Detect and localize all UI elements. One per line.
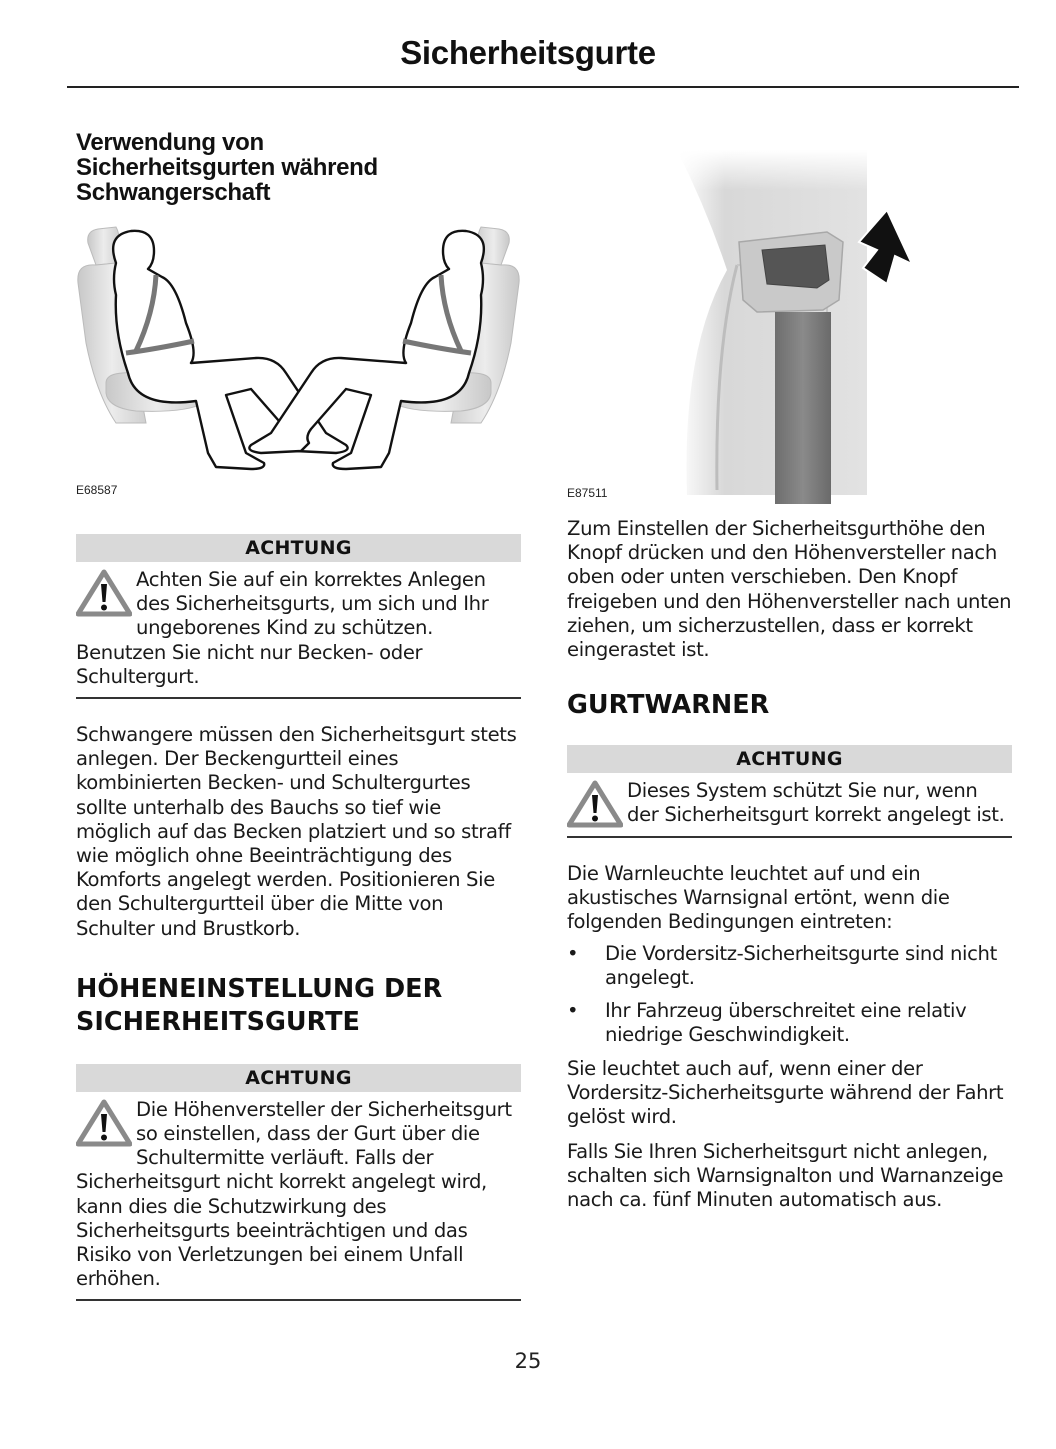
figure-caption: E68587 [76,483,118,497]
b-pillar-shape [677,150,867,495]
title-divider [67,86,1019,88]
bullet: • [567,942,579,966]
page-number: 25 [514,1349,542,1373]
pregnancy-subheading: Verwendung von Sicherheitsgurten während Schwangerschaft [76,129,378,206]
warning-header: ACHTUNG [76,534,521,562]
warning-body [76,562,521,699]
belt-minder-heading: GURTWARNER [567,690,770,721]
warning-body [76,1092,521,1302]
list-item [567,942,1012,990]
belt-minder-paragraph-2: Sie leuchtet auch auf, wenn einer der Vordersitz-Sicherheitsgurte während der Fahrt gelöst wird. [567,1057,1004,1129]
warning-box [567,745,1012,837]
list-item [567,999,1012,1047]
belt-minder-intro: Die Warnleuchte leuchtet auf und ein akustisches Warnsignal ertönt, wenn die folgenden Bedingungen eintreten: [567,861,950,934]
right-column [567,130,1012,1212]
list-item-text: Die Vordersitz-Sicherheitsgurte sind nicht angelegt. [605,942,997,990]
warning-triangle-icon [567,779,623,829]
height-adjustment-heading: HÖHENEINSTELLUNG DER SICHERHEITSGURTE [76,973,443,1037]
height-adjuster-figure [567,130,1012,502]
pregnancy-paragraph: Schwangere müssen den Sicherheitsgurt stets anlegen. Der Beckengurtteil eines kombinierten Becken- und Schultergurtes sollte unterhalb des Bauchs so tief wie möglich auf das Becken platziert und so straff wie möglich ohne Beeinträchtigung des Komforts angelegt werden. Positionieren Sie den Schultergurtteil über die Mitte von Schulter und Brustkorb. [76,723,517,940]
warning-header: ACHTUNG [76,1064,521,1092]
right-seat-shape [249,227,519,469]
warning-triangle-icon [76,1098,132,1148]
warning-box [76,1064,521,1302]
pregnancy-figure [76,223,521,513]
warning-box [76,534,521,699]
warning-text: Achten Sie auf ein korrektes Anlegen des Sicherheitsgurts, um sich und Ihr ungeborenes Kind zu schützen. Benutzen Sie nicht nur Becken- oder Schultergurt. [76,568,489,688]
warning-text: Dieses System schützt Sie nur, wenn der Sicherheitsgurt korrekt angelegt ist. [627,779,1005,827]
warning-body [567,773,1012,837]
warning-text: Die Höhenversteller der Sicherheitsgurt so einstellen, dass der Gurt über die Schultermitte verläuft. Falls der Sicherheitsgurt nicht korrekt angelegt wird, kann dies die Schutzwirkung des Sicherheitsgurts beeinträchtigen und das Risiko von Verletzungen bei einem Unfall erhöhen. [76,1097,512,1291]
conditions-list [567,942,1012,1047]
bullet: • [567,998,579,1022]
figure-caption: E87511 [567,486,608,500]
seatbelt-height-adjuster-illustration [567,150,1012,510]
warning-header: ACHTUNG [567,745,1012,773]
warning-triangle-icon [76,568,132,618]
left-column [76,130,521,1301]
height-adjust-paragraph: Zum Einstellen der Sicherheitsgurthöhe den Knopf drücken und den Höhenversteller nach oben oder unten verschieben. Den Knopf freigeben und den Höhenversteller nach unten ziehen, um sicherzustellen, dass er korrekt eingerastet ist. [567,517,1012,662]
page-title: Sicherheitsgurte [400,34,656,71]
belt-minder-paragraph-3: Falls Sie Ihren Sicherheitsgurt nicht anlegen, schalten sich Warnsignalton und Warnanzeige nach ca. fünf Minuten automatisch aus. [567,1139,1004,1212]
belt-webbing [775,312,831,504]
list-item-text: Ihr Fahrzeug überschreitet eine relativ niedrige Geschwindigkeit. [605,998,967,1046]
adjuster-button [762,245,829,288]
pregnant-women-seatbelt-illustration [76,223,521,483]
